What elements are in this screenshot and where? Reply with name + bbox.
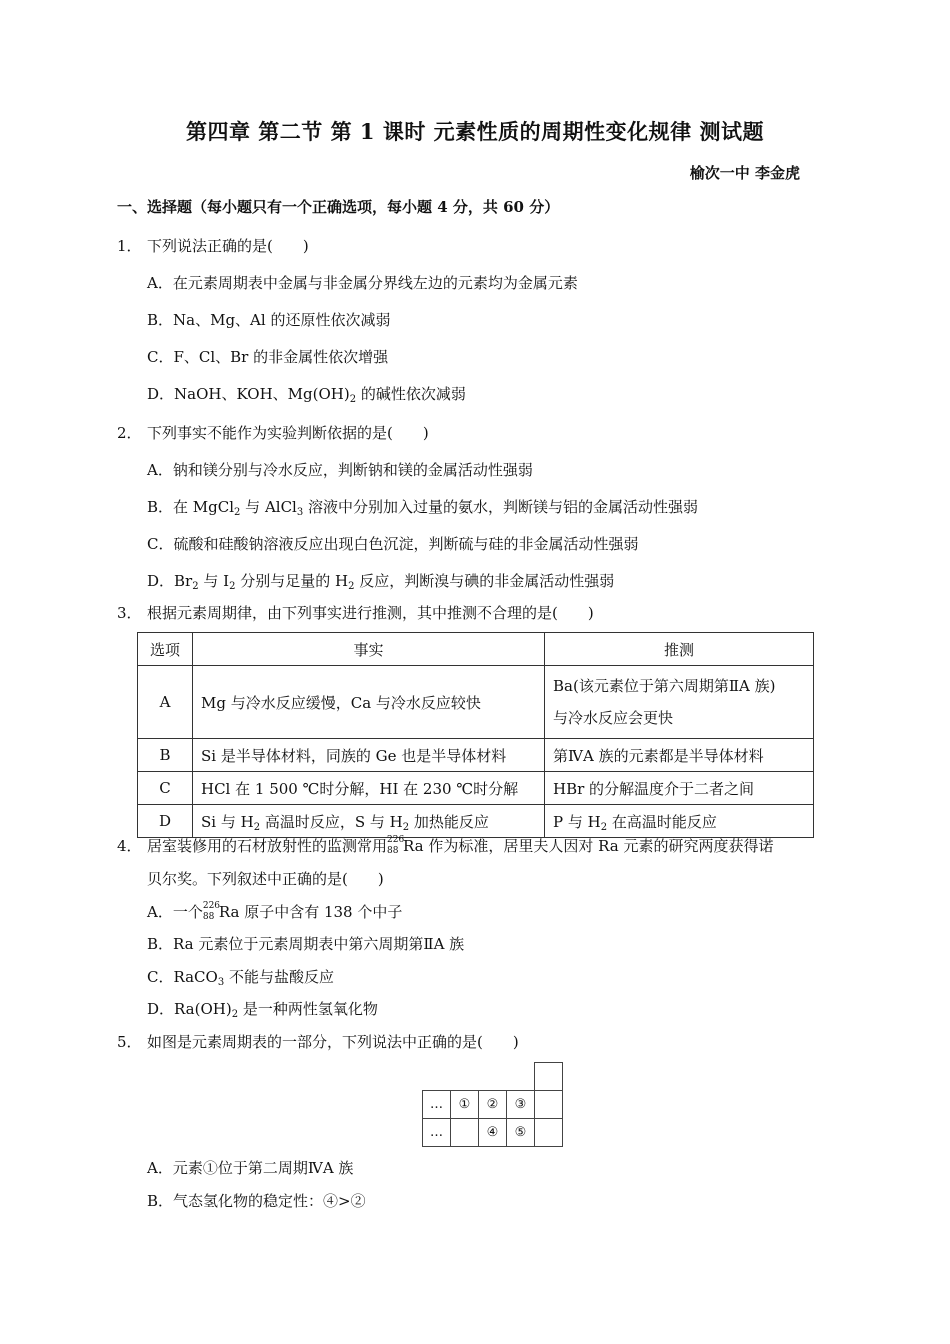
section-heading: 一、选择题（每小题只有一个正确选项，每小题 4 分，共 60 分） bbox=[117, 198, 560, 216]
table-row bbox=[138, 666, 814, 739]
option-b: B．Na、Mg、Al 的还原性依次减弱 bbox=[147, 311, 391, 329]
table-cell bbox=[535, 1119, 563, 1147]
table-cell-option: A bbox=[138, 666, 193, 739]
table-cell-inference: 第ⅣA 族的元素都是半导体材料 bbox=[545, 739, 814, 772]
isotope-notation: 226 88 bbox=[202, 901, 221, 922]
question-number: 2． bbox=[117, 424, 142, 442]
option-a: A．钠和镁分别与冷水反应，判断钠和镁的金属活动性强弱 bbox=[147, 461, 533, 479]
table-header-row bbox=[138, 633, 814, 666]
question-number: 4． bbox=[117, 837, 142, 855]
question-number: 1． bbox=[117, 237, 142, 255]
option-b: B．在 MgCl$_2$ 与 AlCl$_3$ 溶液中分别加入过量的氨水，判断镁与铝的金属活动性强弱 bbox=[147, 498, 699, 518]
option-c: C．RaCO$_3$ 不能与盐酸反应 bbox=[147, 968, 334, 988]
table-cell-inference: Ba(该元素位于第六周期第ⅡA 族) 与冷水反应会更快 bbox=[545, 666, 814, 739]
table-header-inference: 推测 bbox=[545, 633, 814, 666]
question-number: 5． bbox=[117, 1033, 142, 1051]
table-row bbox=[423, 1119, 563, 1147]
question-stem: 下列事实不能作为实验判断依据的是( ) bbox=[147, 424, 429, 442]
table-cell: ② bbox=[479, 1091, 507, 1119]
table-cell: ④ bbox=[479, 1119, 507, 1147]
table-row bbox=[423, 1091, 563, 1119]
table-cell: ① bbox=[451, 1091, 479, 1119]
table-cell-fact: Mg 与冷水反应缓慢，Ca 与冷水反应较快 bbox=[193, 666, 545, 739]
option-a: A．元素①位于第二周期ⅣA 族 bbox=[147, 1159, 354, 1177]
table-cell-option: D bbox=[138, 805, 193, 838]
option-d: D．$Br_2$ 与 $I_2$ 分别与足量的 $H_2$ 反应，判断溴与碘的非金属活动性强弱 bbox=[147, 572, 615, 592]
table-row bbox=[138, 805, 814, 838]
option-c: C．F、Cl、Br 的非金属性依次增强 bbox=[147, 348, 389, 366]
option-d: D．NaOH、KOH、$Mg(OH)_2$ 的碱性依次减弱 bbox=[147, 385, 466, 405]
author-line: 榆次一中 李金虎 bbox=[689, 164, 800, 182]
question-number: 3． bbox=[117, 604, 142, 622]
option-d: D．$Ra(OH)_2$ 是一种两性氢氧化物 bbox=[147, 1000, 378, 1020]
question-stem: 根据元素周期律，由下列事实进行推测，其中推测不合理的是( ) bbox=[147, 604, 594, 622]
table-row bbox=[138, 772, 814, 805]
table-cell: … bbox=[423, 1119, 451, 1147]
option-c: C．硫酸和硅酸钠溶液反应出现白色沉淀，判断硫与硅的非金属活动性强弱 bbox=[147, 535, 639, 553]
isotope-notation: 226 88 bbox=[387, 835, 405, 856]
table-cell-inference: HBr 的分解温度介于二者之间 bbox=[545, 772, 814, 805]
table-row bbox=[138, 739, 814, 772]
option-b: B．Ra 元素位于元素周期表中第六周期第ⅡA 族 bbox=[147, 935, 465, 953]
table-header-option: 选项 bbox=[138, 633, 193, 666]
table-cell-fact: HCl 在 1 500 ℃时分解，HI 在 230 ℃时分解 bbox=[193, 772, 545, 805]
table-cell: … bbox=[423, 1091, 451, 1119]
option-a: A．一个 226 88 Ra 原子中含有 138 个中子 bbox=[147, 901, 403, 922]
question-stem-continued: 贝尔奖。下列叙述中正确的是( ) bbox=[147, 870, 384, 888]
table-cell-fact: Si 是半导体材料，同族的 Ge 也是半导体材料 bbox=[193, 739, 545, 772]
question-stem: 如图是元素周期表的一部分，下列说法中正确的是( ) bbox=[147, 1033, 519, 1051]
table-cell-inference: P 与 $H_2$ 在高温时能反应 bbox=[545, 805, 814, 838]
page-title: 第四章 第二节 第 1 课时 元素性质的周期性变化规律 测试题 bbox=[186, 119, 764, 144]
table-header-fact: 事实 bbox=[193, 633, 545, 666]
question-stem: 居室装修用的石材放射性的监测常用 226 88 Ra 作为标准，居里夫人因对 Ra 元素的研究两度获得诺 bbox=[147, 835, 774, 856]
table-cell-fact: Si 与 $H_2$ 高温时反应，S 与 $H_2$ 加热能反应 bbox=[193, 805, 545, 838]
table-cell-option: C bbox=[138, 772, 193, 805]
table-cell: ③ bbox=[507, 1091, 535, 1119]
option-a: A．在元素周期表中金属与非金属分界线左边的元素均为金属元素 bbox=[147, 274, 578, 292]
table-cell bbox=[451, 1119, 479, 1147]
table-cell bbox=[535, 1091, 563, 1119]
table-cell: ⑤ bbox=[507, 1119, 535, 1147]
table-cell-option: B bbox=[138, 739, 193, 772]
question-stem: 下列说法正确的是( ) bbox=[147, 237, 309, 255]
periodic-table-fragment bbox=[422, 1062, 563, 1147]
facts-table bbox=[137, 632, 814, 838]
table-cell bbox=[535, 1063, 563, 1091]
option-b: B．气态氢化物的稳定性：④>② bbox=[147, 1192, 366, 1210]
